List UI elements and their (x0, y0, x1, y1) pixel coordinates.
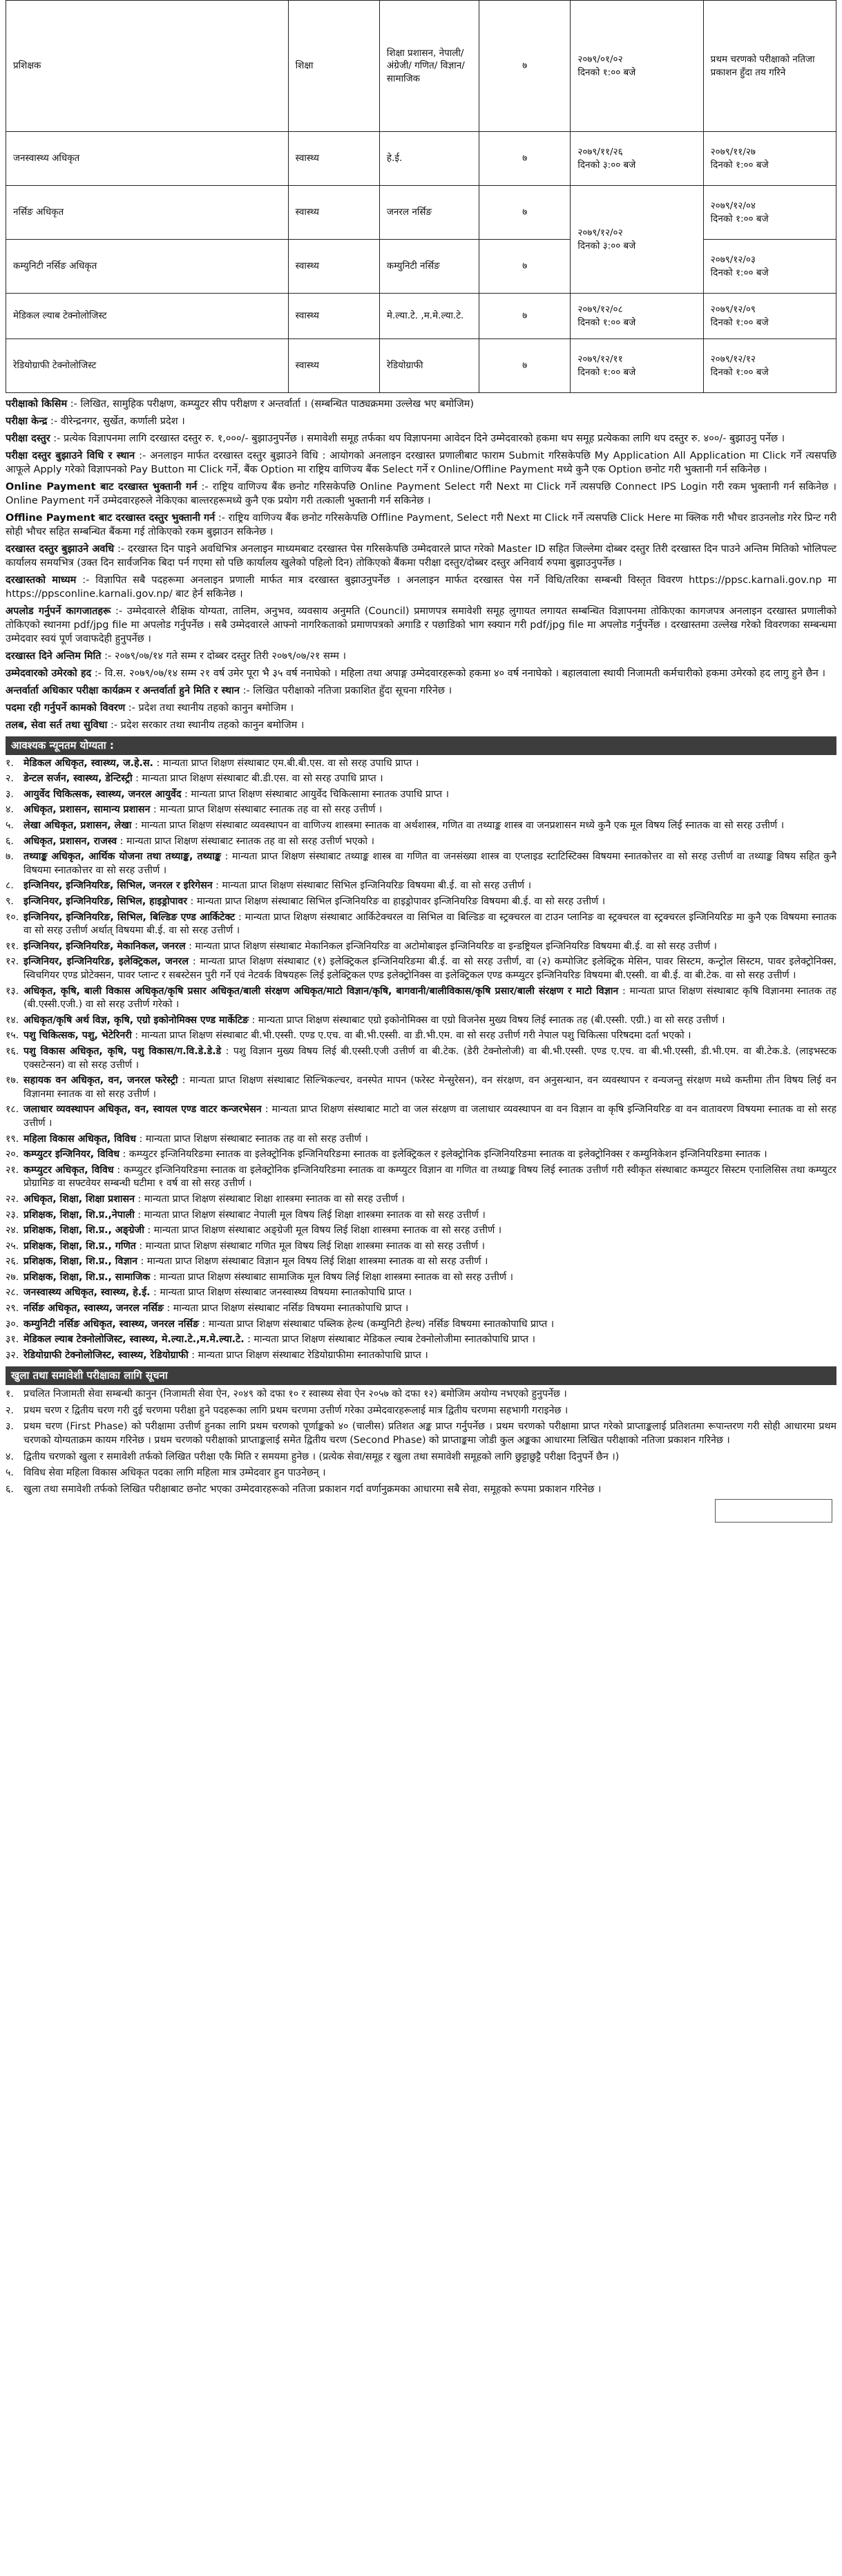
group-cell: जनरल नर्सिङ (379, 186, 479, 240)
result-date: २०७९/१२/०३ (710, 254, 756, 265)
qualification-requirement: : मान्यता प्राप्त शिक्षण संस्थाबाट आयुर्वेद चिकित्सामा स्नातक उपाधि प्राप्त । (181, 788, 449, 800)
result-time: दिनको १:०० बजे (710, 267, 769, 278)
info-fee-period (6, 542, 836, 570)
result-time: दिनको १:०० बजे (710, 159, 769, 171)
number-cell: ७ (479, 339, 571, 393)
item-number: ९. (6, 896, 14, 908)
qualification-requirement: : मान्यता प्राप्त शिक्षण संस्थाबाट स्नातक तह वा सो सरह उत्तीर्ण । (136, 1133, 368, 1145)
qualification-requirement: : मान्यता प्राप्त शिक्षण संस्थाबाट पब्लिक हेल्थ (कम्युनिटी हेल्थ) नर्सिङ विषयमा स्नातकोपाधि प्राप्त । (199, 1318, 555, 1330)
qualification-requirement: : मान्यता प्राप्त शिक्षण संस्थाबाट नेपाली मूल विषय लिई शिक्षा शास्त्रमा स्नातक वा सो सरह उत्तीर्ण । (134, 1209, 486, 1221)
qualification-post: प्रशिक्षक, शिक्षा, शि.प्र., अङ्ग्रेजी (23, 1225, 144, 1237)
qualification-requirement: : मान्यता प्राप्त शिक्षण संस्थाबाट स्नातक तह वा सो सरह उत्तीर्ण । (150, 804, 383, 816)
info-label: अपलोड गर्नुपर्ने कागजातहरू (6, 606, 111, 617)
item-text (23, 1148, 836, 1162)
qualification-post: सहायक वन अधिकृत, वन, जनरल फरेस्ट्री (23, 1075, 178, 1087)
service-cell: स्वास्थ्य (288, 339, 379, 393)
result-date-cell (703, 294, 836, 339)
info-salary (6, 718, 836, 732)
qualification-item (6, 1045, 836, 1072)
qualification-requirement: : मान्यता प्राप्त शिक्षण संस्थाबाट जनस्वास्थ्य विषयमा स्नातकोपाधि प्राप्त । (150, 1287, 412, 1299)
item-text (23, 850, 836, 877)
item-number: ५. (6, 820, 14, 832)
info-exam-fee (6, 432, 836, 446)
info-text: :- राष्ट्रिय वाणिज्य बैंक छनोट गरिसकेपछि Offline Payment, Select गरी Next मा Click गर्ने त्यसपछि Click Here मा क्लिक गरी भौचर डाउनलोड गरेर प्रिन्ट गरी सोही भौचर सहित सम्बन्धित बैंकमा गई तोकिएको रकम बुझाउन सकिनेछ । (6, 513, 837, 537)
note-text: द्वितीय चरणको खुला र समावेशी तर्फको लिखित परीक्षा एकै मिति र समयमा हुनेछ । (प्रत्येक सेवा/समूह र खुला तथा समावेशी समूहको लागि छुट्टाछुट्टै परीक्षा दिनुपर्ने छैन ।) (23, 1451, 620, 1462)
qualification-requirement: : मान्यता प्राप्त शिक्षण संस्थाबाट माटो वा जल संरक्षण वा जलाधार व्यवस्थापन वा वन विज्ञान वा कृषि इन्जिनियरिङ वा वन वातावरण विषयमा स्नातक वा सो सरह उत्तीर्ण । (23, 1104, 836, 1129)
item-text (23, 835, 836, 849)
group-cell: मे.ल्या.टे. ,म.मे.ल्या.टे. (379, 294, 479, 339)
qualification-post: मेडिकल ल्याब टेक्नोलोजिस्ट, स्वास्थ्य, मे.ल्या.टे.,म.मे.ल्या.टे. (23, 1334, 245, 1346)
qualification-post: पशु चिकित्सक, पशु, भेटेरिनरी (23, 1030, 132, 1042)
exam-time: दिनको ३:०० बजे (577, 240, 636, 251)
item-text (23, 757, 836, 771)
item-number: १८. (6, 1104, 19, 1116)
number-cell: ७ (479, 1, 571, 132)
info-label: परीक्षाको किसिम (6, 399, 68, 410)
note-item (6, 1451, 836, 1464)
item-number: ४. (6, 1451, 14, 1462)
qualification-post: इन्जिनियर, इन्जिनियरिङ, सिभिल, बिल्डिङ एण्ड आर्किटेक्ट (23, 911, 236, 923)
result-time: दिनको १:०० बजे (710, 366, 769, 378)
service-cell: स्वास्थ्य (288, 294, 379, 339)
group-cell: शिक्षा प्रशासन, नेपाली/ अंग्रेजी/ गणित/ विज्ञान/ सामाजिक (379, 1, 479, 132)
notes-list (6, 1388, 836, 1496)
result-date-cell (703, 132, 836, 186)
qualification-requirement: : मान्यता प्राप्त शिक्षण संस्थाबाट मेकानिकल इन्जिनियरिङ वा अटोमोबाइल इन्जिनियरिङ वा इन्डष्ट्रियल इन्जिनियरिङ विषयमा बी.ई. वा सो सरह उत्तीर्ण । (185, 940, 717, 952)
info-age-limit (6, 667, 836, 680)
qualification-post: जनस्वास्थ्य अधिकृत, स्वास्थ्य, हे.ई. (23, 1287, 151, 1299)
note-item (6, 1404, 836, 1418)
result-date-cell (703, 186, 836, 240)
qualification-post: लेखा अधिकृत, प्रशासन, लेखा (23, 820, 132, 832)
table-row (6, 240, 836, 294)
result-time: दिनको १:०० बजे (710, 213, 769, 225)
qualification-item (6, 1148, 836, 1162)
qualification-post: महिला विकास अधिकृत, विविध (23, 1133, 136, 1145)
info-text: :- लिखित, सामुहिक परीक्षण, कम्प्युटर सीप परीक्षण र अन्तर्वार्ता । (सम्बन्धित पाठ्यक्रममा उल्लेख भए बमोजिम) (67, 399, 475, 410)
exam-schedule-table (6, 0, 836, 393)
info-text: :- प्रदेश सरकार तथा स्थानीय तहको कानुन बमोजिम । (107, 720, 305, 731)
item-number: ८. (6, 880, 14, 892)
qualification-requirement: : मान्यता प्राप्त शिक्षण संस्थाबाट मेडिकल ल्याब टेक्नोलोजीमा स्नातकोपाधि प्राप्त । (244, 1334, 535, 1346)
note-item (6, 1467, 836, 1480)
qualification-requirement: : मान्यता प्राप्त शिक्षण संस्थाबाट विज्ञान मूल विषय लिई शिक्षा शास्त्रमा स्नातक वा सो सरह उत्तीर्ण । (137, 1256, 488, 1268)
table-row (6, 339, 836, 393)
item-text (23, 788, 836, 802)
info-online-payment (6, 480, 836, 508)
group-cell: रेडियोग्राफी (379, 339, 479, 393)
qualification-post: अधिकृत, प्रशासन, राजस्व (23, 835, 117, 847)
info-exam-type (6, 397, 836, 411)
item-text (23, 1074, 836, 1101)
qualification-post: प्रशिक्षक, शिक्षा, शि.प्र., विज्ञान (23, 1256, 137, 1268)
qualification-post: तथ्याङ्क अधिकृत, आर्थिक योजना तथा तथ्याङ्क, तथ्याङ्क (23, 851, 221, 863)
qualification-item (6, 955, 836, 982)
item-text (23, 879, 836, 893)
info-text: :- २०७९/०७/१४ गते सम्म र दोब्बर दस्तुर तिरी २०७९/०७/२१ सम्म । (101, 651, 346, 662)
item-number: २. (6, 773, 14, 785)
item-text (23, 1271, 836, 1285)
qualification-post: इन्जिनियर, इन्जिनियरिङ, इलेक्ट्रिकल, जनरल (23, 956, 189, 968)
qualification-item (6, 1333, 836, 1347)
exam-date: २०७९/०१/०२ (577, 53, 623, 65)
exam-date-cell (571, 1, 703, 132)
group-cell: कम्युनिटी नर्सिङ (379, 240, 479, 294)
item-text (23, 1209, 836, 1223)
item-number: २९. (6, 1303, 19, 1315)
qualification-post: मेडिकल अधिकृत, स्वास्थ्य, ज.हे.स. (23, 757, 153, 769)
item-number: १३. (6, 985, 19, 997)
item-number: १५. (6, 1030, 19, 1042)
exam-date: २०७९/१२/०२ (577, 227, 623, 238)
item-number: २५. (6, 1240, 19, 1252)
qualification-item (6, 772, 836, 786)
post-cell: प्रशिक्षक (6, 1, 289, 132)
table-row (6, 1, 836, 132)
qualification-requirement: : मान्यता प्राप्त शिक्षण संस्थाबाट एग्रो इकोनोमिक्स वा एग्रो विजनेस मुख्य विषय लिई स्नातक तह (बी.एस्सी. एग्री.) वा सो सरह उत्तीर्ण । (248, 1014, 725, 1026)
item-text (23, 1193, 836, 1207)
info-label: दरखास्तको माध्यम (6, 575, 77, 586)
info-interview (6, 684, 836, 698)
qualification-post: प्रशिक्षक, शिक्षा, शि.प्र.,नेपाली (23, 1209, 135, 1221)
item-number: ६. (6, 835, 14, 847)
qualification-requirement: : मान्यता प्राप्त शिक्षण संस्थाबाट अङ्ग्रेजी मूल विषय लिई शिक्षा शास्त्रमा स्नातक वा सो सरह उत्तीर्ण । (144, 1225, 502, 1237)
qualification-item (6, 757, 836, 771)
note-text: प्रचलित निजामती सेवा सम्बन्धी कानुन (निजामती सेवा ऐन, २०४९ को दफा १० र स्वास्थ्य सेवा ऐन २०५७ को दफा १२) बमोजिम अयोग्य नभएको हुनुपर्नेछ । (23, 1389, 567, 1400)
exam-date-cell (571, 339, 703, 393)
item-number: २२. (6, 1193, 19, 1205)
qualification-post: प्रशिक्षक, शिक्षा, शि.प्र., सामाजिक (23, 1271, 151, 1283)
qualification-item (6, 1240, 836, 1254)
info-text: :- प्रत्येक विज्ञापनमा लागि दरखास्त दस्तुर रु. १,०००/- बुझाउनुपर्नेछ । समावेशी समूह तर्फका थप विज्ञापनमा आवेदन दिने उम्मेदवारको हकमा थप समूह प्रत्येकका लागि थप दस्तुर रु. ४००/- बुझाउनु पर्नेछ । (50, 433, 785, 444)
info-text: :- विज्ञापित सबै पदहरूमा अनलाइन प्रणाली मार्फत मात्र दरखास्त बुझाउनुपर्नेछ । अनलाइन मार्फत दरखास्त पेस गर्ने विधि/तरिका सम्बन्धी विस्तृत विवरण https://ppsc.karnali.gov.np मा https://ppsconline.karnali.gov.np/ बाट हेर्न सकिनेछ । (6, 575, 836, 600)
result-date: २०७९/१२/१२ (710, 353, 756, 365)
number-cell: ७ (479, 294, 571, 339)
qualification-requirement: : मान्यता प्राप्त शिक्षण संस्थाबाट सामाजिक मूल विषय लिई शिक्षा शास्त्रमा स्नातक वा सो सरह उत्तीर्ण । (150, 1271, 514, 1283)
item-number: ५. (6, 1467, 14, 1479)
item-number: २१. (6, 1164, 19, 1176)
note-text: खुला तथा समावेशी तर्फको लिखित परीक्षाबाट छनोट भएका उम्मेदवारहरूको नतिजा प्रकाशन गर्दा वर्णानुक्रमका आधारमा सबै सेवा, समूहको रूपमा प्रकाशन गरिनेछ । (23, 1483, 602, 1495)
qualification-item (6, 985, 836, 1012)
info-text: :- प्रदेश तथा स्थानीय तहको कानुन बमोजिम । (125, 703, 294, 714)
qualification-requirement: : मान्यता प्राप्त शिक्षण संस्थाबाट रेडियोग्राफीमा स्नातकोपाधि प्राप्त । (188, 1349, 428, 1361)
qualification-post: कम्प्युटर अधिकृत, विविध (23, 1164, 114, 1176)
qualification-item (6, 940, 836, 954)
item-number: १६. (6, 1045, 19, 1057)
qualification-requirement: : कम्प्युटर इन्जिनियरिङमा स्नातक वा इलेक्ट्रोनिक इन्जिनियरिङमा स्नातक वा इलेक्ट्रिकल र इलेक्ट्रोनिक इन्जिनियरिङमा स्नातक वा इलेक्ट्रोनिक्स र कम्युनिकेशन इन्जिनियरिङमा स्नातक । (119, 1149, 767, 1161)
exam-time: दिनको ३:०० बजे (577, 159, 636, 171)
note-item (6, 1420, 836, 1447)
qualification-item (6, 1286, 836, 1300)
service-cell: स्वास्थ्य (288, 186, 379, 240)
item-text (23, 1224, 836, 1238)
qualification-item (6, 1164, 836, 1191)
result-time: दिनको १:०० बजे (710, 316, 769, 328)
qualification-post: इन्जिनियर, इन्जिनियरिङ, मेकानिकल, जनरल (23, 940, 186, 952)
qualification-requirement: : मान्यता प्राप्त शिक्षण संस्थाबाट तथ्याङ्क शास्त्र वा गणित वा जनसंख्या शास्त्र वा एप्लाइड स्टाटिस्टिक्स विषयमा स्नातकोत्तर वा सो सरह उत्तीर्ण वा तथ्याङ्क विषय सहित कुनै विषयमा स्नातकोत्तर वा सो सरह उत्तीर्ण । (23, 851, 836, 876)
number-cell: ७ (479, 186, 571, 240)
post-cell: मेडिकल ल्याब टेक्नोलोजिस्ट (6, 294, 289, 339)
note-text: विविध सेवा महिला विकास अधिकृत पदका लागि महिला मात्र उम्मेदवार हुन पाउनेछन् । (23, 1467, 326, 1479)
exam-time: दिनको १:०० बजे (577, 66, 636, 78)
number-cell: ७ (479, 240, 571, 294)
note-item (6, 1483, 836, 1497)
info-text: :- लिखित परीक्षाको नतिजा प्रकाशित हुँदा सूचना गरिनेछ । (239, 685, 452, 696)
info-label: परीक्षा केन्द्र (6, 416, 48, 427)
qualification-item (6, 1133, 836, 1147)
item-number: ३. (6, 788, 14, 800)
result-cell: प्रथम चरणको परीक्षाको नतिजा प्रकाशन हुँदा तय गरिने (703, 1, 836, 132)
info-text: :- राष्ट्रिय वाणिज्य बैंक छनोट गरिसकेपछि Online Payment Select गरी Next मा Click गर्ने त्यसपछि Connect IPS Login गरी रकम भुक्तानी गर्न सकिनेछ । Online Payment गर्ने उम्मेदवारहरुले नेकिएका बाल्तरहरूमध्ये कुनै एक प्रयोग गरी तत्काली भुक्तानी गर्न सकिनेछ । (6, 481, 836, 506)
qualification-item (6, 1209, 836, 1223)
info-text: :- वीरेन्द्रनगर, सुर्खेत, कर्णाली प्रदेश । (47, 416, 185, 427)
post-cell: कम्युनिटी नर्सिङ अधिकृत (6, 240, 289, 294)
item-text (23, 819, 836, 833)
item-text (23, 1240, 836, 1254)
item-number: ३. (6, 1421, 14, 1433)
exam-info-section (6, 397, 836, 732)
qualifications-list (6, 757, 836, 1363)
exam-date: २०७९/१२/११ (577, 353, 623, 365)
table-row (6, 132, 836, 186)
service-cell: स्वास्थ्य (288, 240, 379, 294)
info-text: :- वि.स. २०७९/०७/१४ सम्म २१ वर्ष उमेर पूरा भै ३५ वर्ष ननाघेको । महिला तथा अपाङ्ग उम्मेदवारहरूको हकमा ४० वर्ष ननाघेको । बहालवाला स्थायी निजामती कर्मचारीको हकमा उमेरको हद लागु हुने छैन । (91, 668, 825, 679)
qualification-post: पशु विकास अधिकृत, कृषि, पशु विकास/ग.वि.डे.डे.डे (23, 1045, 222, 1057)
service-cell: शिक्षा (288, 1, 379, 132)
qualification-post: अधिकृत, कृषि, बाली विकास अधिकृत/कृषि प्रसार अधिकृत/बाली संरक्षण अधिकृत/माटो विज्ञान/कृषि, बागवानी/बालीविकास/कृषि प्रसार/बाली संरक्षण र माटो विज्ञान (23, 985, 619, 997)
info-label: Offline Payment बाट दरखास्त दस्तुर भुक्तानी गर्न (6, 513, 216, 524)
exam-date-cell (571, 294, 703, 339)
item-number: ३२. (6, 1349, 19, 1361)
qualification-item (6, 1029, 836, 1043)
qualification-post: नर्सिङ अधिकृत, स्वास्थ्य, जनरल नर्सिङ (23, 1303, 164, 1315)
info-job-description (6, 701, 836, 715)
note-text: प्रथम चरण (First Phase) को परीक्षामा उत्तीर्ण हुनका लागि प्रथम चरणको पूर्णाङ्कको ४० (चालीस) प्रतिशत अङ्क प्राप्त गर्नुपर्नेछ । प्रथम चरणको परीक्षामा प्राप्त गरेको प्राप्ताङ्कलाई प्रतिशतमा रूपान्तरण गरी सोही आधारमा प्रथम चरणको योग्यताक्रम कायम गरिनेछ । प्रथम चरणको परीक्षाको प्राप्ताङ्कलाई समेत द्वितीय चरण (Second Phase) को प्राप्ताङ्कमा जोडी कुल अङ्कका आधारमा लिखित परीक्षाको नतिजा प्रकाशन गरिनेछ । (23, 1421, 836, 1446)
info-offline-payment (6, 511, 836, 539)
qualification-item (6, 1014, 836, 1028)
item-number: १०. (6, 911, 19, 923)
item-text (23, 1103, 836, 1130)
qualification-post: अधिकृत/कृषि अर्थ विज्ञ, कृषि, एग्रो इकोनोमिक्स एण्ड मार्केटिङ (23, 1014, 249, 1026)
item-number: ४. (6, 804, 14, 816)
item-number: ७. (6, 851, 14, 863)
qualification-requirement: : मान्यता प्राप्त शिक्षण संस्थाबाट बी.डी.एस. वा सो सरह उपाधि प्राप्त । (132, 773, 383, 785)
qualification-item (6, 819, 836, 833)
item-text (23, 1286, 836, 1300)
qualification-requirement: : मान्यता प्राप्त शिक्षण संस्थाबाट एम.बी.बी.एस. वा सो सरह उपाधि प्राप्त । (153, 757, 419, 769)
info-label: दरखास्त दिने अन्तिम मिति (6, 651, 102, 662)
item-number: १. (6, 757, 14, 769)
result-date: २०७९/११/२७ (710, 146, 756, 158)
item-number: ३१. (6, 1334, 19, 1346)
qualification-item (6, 1103, 836, 1130)
result-date-cell (703, 240, 836, 294)
item-number: १२. (6, 956, 19, 968)
qualification-post: रेडियोग्राफी टेक्नोलोजिस्ट, स्वास्थ्य, रेडियोग्राफी (23, 1349, 189, 1361)
qualification-post: जलाधार व्यवस्थापन अधिकृत, वन, स्वायल एण्ड वाटर कन्जरभेसन (23, 1104, 262, 1116)
qualification-requirement: : मान्यता प्राप्त शिक्षण संस्थाबाट (१) इलेक्ट्रिकल इन्जिनियरिङमा बी.ई. वा सो सरह उत्तीर्ण, वा (२) कम्पोजिट इलेक्ट्रिक मेसिन, पावर सिस्टम, कन्ट्रोल सिस्टम, पावर इलेक्ट्रोनिक्स, स्विचगियर एण्ड प्रोटेक्सन, पावर प्लान्ट र सबस्टेसन पुरी गर्ने एवं नेटवर्क विषयहरू लिई इलेक्ट्रिकल एण्ड इलेक्ट्रोनिक्स वा इलेक्ट्रिकल एण्ड कम्प्युटर इन्जिनियरिङ विषयमा बी.एस्सी. वा बी.ई. वा बी.टेक. वा सो सरह उत्तीर्ण । (23, 956, 836, 981)
info-upload-documents (6, 604, 836, 646)
item-text (23, 772, 836, 786)
info-text: :- दरखास्त दिन पाइने अवधिभित्र अनलाइन माध्यमबाट दरखास्त पेस गरिसकेपछि उम्मेदवारले प्राप्त गरेको Master ID सहित जिल्लेमा दोब्बर दस्तुर तिरी दरखास्त दिन पाउने अन्तिम मितिको भोलिपल्ट कार्यालय समयभित्र (उक्त दिन सार्वजनिक बिदा पर्न गएमा सो पछि कार्यालय खुलेको पहिलो दिन) तोकिएको बैंकमा परीक्षा दस्तुर/दोब्बर दस्तुर अनिवार्य रुपमा बुझाउनुपर्नेछ । (6, 544, 836, 569)
qualification-requirement: : मान्यता प्राप्त शिक्षण संस्थाबाट व्यवस्थापन वा वाणिज्य शास्त्रमा स्नातक वा अर्थशास्त्र, गणित वा तथ्याङ्क शास्त्र वा जनप्रशासन मध्ये कुनै एक मूल विषय लिई स्नातक वा सो सरह उत्तीर्ण । (131, 820, 785, 832)
qualification-item (6, 835, 836, 849)
info-label: पदमा रही गर्नुपर्ने कामको विवरण (6, 703, 126, 714)
qualification-item (6, 1318, 836, 1332)
item-text (23, 985, 836, 1012)
item-number: १९. (6, 1133, 19, 1145)
item-text (23, 1349, 836, 1363)
qualification-requirement: : मान्यता प्राप्त शिक्षण संस्थाबाट शिक्षा शास्त्रमा स्नातक वा सो सरह उत्तीर्ण । (135, 1193, 405, 1205)
qualification-requirement: : पशु विज्ञान मुख्य विषय लिई बी.एस्सी.एजी उत्तीर्ण वा बी.टेक. (डेरी टेक्नोलोजी) वा बी.भी.एस्सी. एण्ड ए.एच. वा बी.भी.एस्सी, डी.भी.एम. वा बी.टेक.डे. (लाइभस्टक एक्सटेन्सन) वा सो सरह उत्तीर्ण । (23, 1045, 836, 1071)
item-number: २४. (6, 1225, 19, 1237)
info-label: Online Payment बाट दरखास्त भुक्तानी गर्न (6, 481, 198, 493)
exam-date: २०७९/१२/०८ (577, 303, 623, 315)
item-text (23, 1045, 836, 1072)
qualification-post: कम्प्युटर इन्जिनियर, विविध (23, 1149, 119, 1161)
item-text (23, 1333, 836, 1347)
qualification-requirement: : मान्यता प्राप्त शिक्षण संस्थाबाट सिल्भिकल्चर, वनस्पेत मापन (फरेस्ट मेन्सुरेसन), वन संरक्षण, वन अनुसन्धान, वन व्यवस्थापन र वन्यजन्तु संरक्षण मध्ये कम्तीमा तीन विषय लिई वन विज्ञानमा स्नातक वा सो सरह उत्तीर्ण । (23, 1075, 836, 1100)
exam-time: दिनको १:०० बजे (577, 316, 636, 328)
qualification-item (6, 1349, 836, 1363)
footer (6, 1499, 836, 1523)
qualification-requirement: : मान्यता प्राप्त शिक्षण संस्थाबाट बी.भी.एस्सी. एण्ड ए.एच. वा बी.भी.एस्सी. वा डी.भी.एम. वा सो सरह उत्तीर्ण गरी नेपाल पशु चिकित्सा परिषदमा दर्ता भएको । (131, 1030, 691, 1042)
info-last-date (6, 649, 836, 663)
result-date: २०७९/१२/०४ (710, 200, 756, 211)
info-fee-method (6, 449, 836, 477)
info-label: दरखास्त दस्तुर बुझाउने अवधि (6, 544, 115, 555)
item-number: २३. (6, 1209, 19, 1221)
qualification-item (6, 1074, 836, 1101)
item-text (23, 803, 836, 817)
qualification-item (6, 1255, 836, 1269)
item-text (23, 1255, 836, 1269)
qualification-item (6, 850, 836, 877)
table-row (6, 186, 836, 240)
qualification-post: इन्जिनियर, इन्जिनियरिङ, सिभिल, जनरल र इरिगेसन (23, 880, 213, 892)
qualification-requirement: : मान्यता प्राप्त शिक्षण संस्थाबाट स्नातक तह वा सो सरह उत्तीर्ण भएको । (117, 835, 374, 847)
qualification-item (6, 1193, 836, 1207)
item-number: २७. (6, 1271, 19, 1283)
qualification-post: आयुर्वेद चिकित्सक, स्वास्थ्य, जनरल आयुर्वेद (23, 788, 182, 800)
info-label: तलब, सेवा सर्त तथा सुविधा (6, 720, 108, 731)
qualification-requirement: : मान्यता प्राप्त शिक्षण संस्थाबाट सिभिल इन्जिनियरिङ वा हाइड्रोपावर इन्जिनियरिङ विषयमा बी.ई. वा सो सरह उत्तीर्ण । (187, 896, 606, 908)
info-text: :- अनलाइन मार्फत दरखास्त दस्तुर बुझाउने विधि : आयोगको अनलाइन दरखास्त प्रणालीबाट फाराम Submit गरिसकेपछि My Application All Application मा Click गर्ने त्यसपछि आफूले Apply गरेको विज्ञापनको Pay Button मा Click गर्ने, बैंक Option मा राष्ट्रिय वाणिज्य बैंक Select गर्ने र Online/Offline Payment मध्ये कुनै एक Option छनोट गरी भुक्तानी गर्न सकिनेछ । (6, 450, 837, 475)
note-item (6, 1388, 836, 1402)
item-text (23, 1302, 836, 1316)
qualification-post: इन्जिनियर, इन्जिनियरिङ, सिभिल, हाइड्रोपावर (23, 896, 188, 908)
item-text (23, 1029, 836, 1043)
qualification-post: अधिकृत, शिक्षा, शिक्षा प्रशासन (23, 1193, 135, 1205)
qualification-item (6, 879, 836, 893)
qualification-requirement: : कम्प्युटर इन्जिनियरिङमा स्नातक वा इलेक्ट्रोनिक इन्जिनियरिङमा स्नातक वा कम्प्युटर विज्ञान वा गणित वा तथ्याङ्क विषय लिई स्नातक उत्तीर्ण गरी स्वीकृत संस्थाबाट कम्प्युटर सिस्टम एनालिसिस तथा कम्प्युटर प्रोग्रामिङ वा सफ्टवेयर सम्बन्धी घटीमा १ वर्ष वा सो सरह उत्तीर्ण । (23, 1164, 836, 1190)
item-text (23, 940, 836, 954)
table-row (6, 294, 836, 339)
qualification-requirement: : मान्यता प्राप्त शिक्षण संस्थाबाट गणित मूल विषय लिई शिक्षा शास्त्रमा स्नातक वा सो सरह उत्तीर्ण । (135, 1240, 485, 1252)
item-text (23, 911, 836, 938)
qualification-post: कम्युनिटी नर्सिङ अधिकृत, स्वास्थ्य, जनरल नर्सिङ (23, 1318, 200, 1330)
exam-date-cell (571, 132, 703, 186)
item-number: २. (6, 1404, 14, 1416)
item-text (23, 1318, 836, 1332)
item-text (23, 1164, 836, 1191)
qualifications-heading: आवश्यक न्यूनतम योग्यता : (6, 736, 836, 755)
info-label: अन्तर्वार्ता अधिकार परीक्षा कार्यक्रम र अन्तर्वार्ता हुने मिति र स्थान (6, 685, 240, 696)
qualification-requirement: : मान्यता प्राप्त शिक्षण संस्थाबाट आर्किटेक्चरल वा सिभिल वा बिल्डिङ वा स्ट्रक्चरल वा टाउन प्लानिङ वा स्ट्रक्चरल वा स्ट्रक्चरल इन्जिनियरिङ मा कुनै एक विषयमा स्नातक वा सो सरह उत्तीर्ण अर्थात् विषयमा बी.ई. वा सो सरह उत्तीर्ण । (23, 911, 836, 937)
qualification-item (6, 788, 836, 802)
item-number: १४. (6, 1014, 19, 1026)
qualification-requirement: : मान्यता प्राप्त शिक्षण संस्थाबाट कृषि विज्ञानमा स्नातक तह (बी.एस्सी.एजी.) वा सो सरह उत्तीर्ण गरेको । (23, 985, 837, 1011)
info-text: :- उम्मेदवारले शैक्षिक योग्यता, तालिम, अनुभव, व्यवसाय अनुमति (Council) प्रमाणपत्र समावेशी समूह लुगायत लगायत सम्बन्धित विज्ञापनमा तोकिएका कागजपत्र अनलाइन दरखास्त प्रणालीको तोकिएको स्थानमा pdf/jpg file मा अपलोड गर्नुपर्नेछ । सबै उम्मेदवारले आफ्नो नागरिकताको प्रमाणपत्रको अगाडि र पछाडिको भाग स्क्यान गरी pdf/jpg file मा अपलोड गर्नुपर्नेछ । दरखास्तमा उल्लेख गरेको विवरणका सम्बन्धमा उम्मेदवार स्वयं पूर्ण जवाफदेही हुनुपर्नेछ । (6, 606, 836, 645)
item-number: २८. (6, 1287, 19, 1299)
qualification-item (6, 895, 836, 909)
item-text (23, 1014, 836, 1028)
info-label: परीक्षा दस्तुर (6, 433, 50, 444)
item-number: २०. (6, 1149, 19, 1161)
post-cell: जनस्वास्थ्य अधिकृत (6, 132, 289, 186)
qualification-requirement: : मान्यता प्राप्त शिक्षण संस्थाबाट सिभिल इन्जिनियरिङ विषयमा बी.ई. वा सो सरह उत्तीर्ण । (212, 880, 532, 892)
item-number: १७. (6, 1075, 19, 1087)
item-number: १. (6, 1389, 14, 1400)
qualification-requirement: : मान्यता प्राप्त शिक्षण संस्थाबाट नर्सिङ विषयमा स्नातकोपाधि प्राप्त । (163, 1303, 409, 1315)
info-label: परीक्षा दस्तुर बुझाउने विधि र स्थान (6, 450, 135, 461)
qualification-post: अधिकृत, प्रशासन, सामान्य प्रशासन (23, 804, 151, 816)
qualification-post: प्रशिक्षक, शिक्षा, शि.प्र., गणित (23, 1240, 136, 1252)
note-text: प्रथम चरण र द्वितीय चरण गरी दुई चरणमा परीक्षा हुने पदहरूका लागि प्रथम चरणमा उत्तीर्ण गरेका उम्मेदवारहरूलाई मात्र द्वितीय चरणमा सहभागी गराइनेछ । (23, 1404, 568, 1416)
info-exam-center (6, 414, 836, 428)
post-cell: नर्सिङ अधिकृत (6, 186, 289, 240)
info-application-medium (6, 573, 836, 601)
info-label: उम्मेदवारको उमेरको हद (6, 668, 92, 679)
group-cell: हे.ई. (379, 132, 479, 186)
item-number: २६. (6, 1256, 19, 1268)
service-cell: स्वास्थ्य (288, 132, 379, 186)
signature-box (715, 1499, 832, 1523)
item-number: ६. (6, 1483, 14, 1495)
qualification-item (6, 1224, 836, 1238)
qualification-post: डेन्टल सर्जन, स्वास्थ्य, डेन्टिस्ट्री (23, 773, 133, 785)
item-text (23, 1133, 836, 1147)
item-number: ३०. (6, 1318, 19, 1330)
item-text (23, 955, 836, 982)
notes-heading: खुला तथा समावेशी परीक्षाका लागि सूचना (6, 1366, 836, 1385)
qualification-item (6, 1271, 836, 1285)
result-date: २०७९/१२/०९ (710, 303, 756, 315)
qualification-item (6, 803, 836, 817)
item-number: ११. (6, 940, 19, 952)
number-cell: ७ (479, 132, 571, 186)
qualification-item (6, 911, 836, 938)
qualification-item (6, 1302, 836, 1316)
exam-time: दिनको १:०० बजे (577, 366, 636, 378)
exam-date: २०७९/११/२६ (577, 146, 623, 158)
exam-date-cell (571, 186, 703, 294)
post-cell: रेडियोग्राफी टेक्नोलोजिस्ट (6, 339, 289, 393)
item-text (23, 895, 836, 909)
result-date-cell (703, 339, 836, 393)
